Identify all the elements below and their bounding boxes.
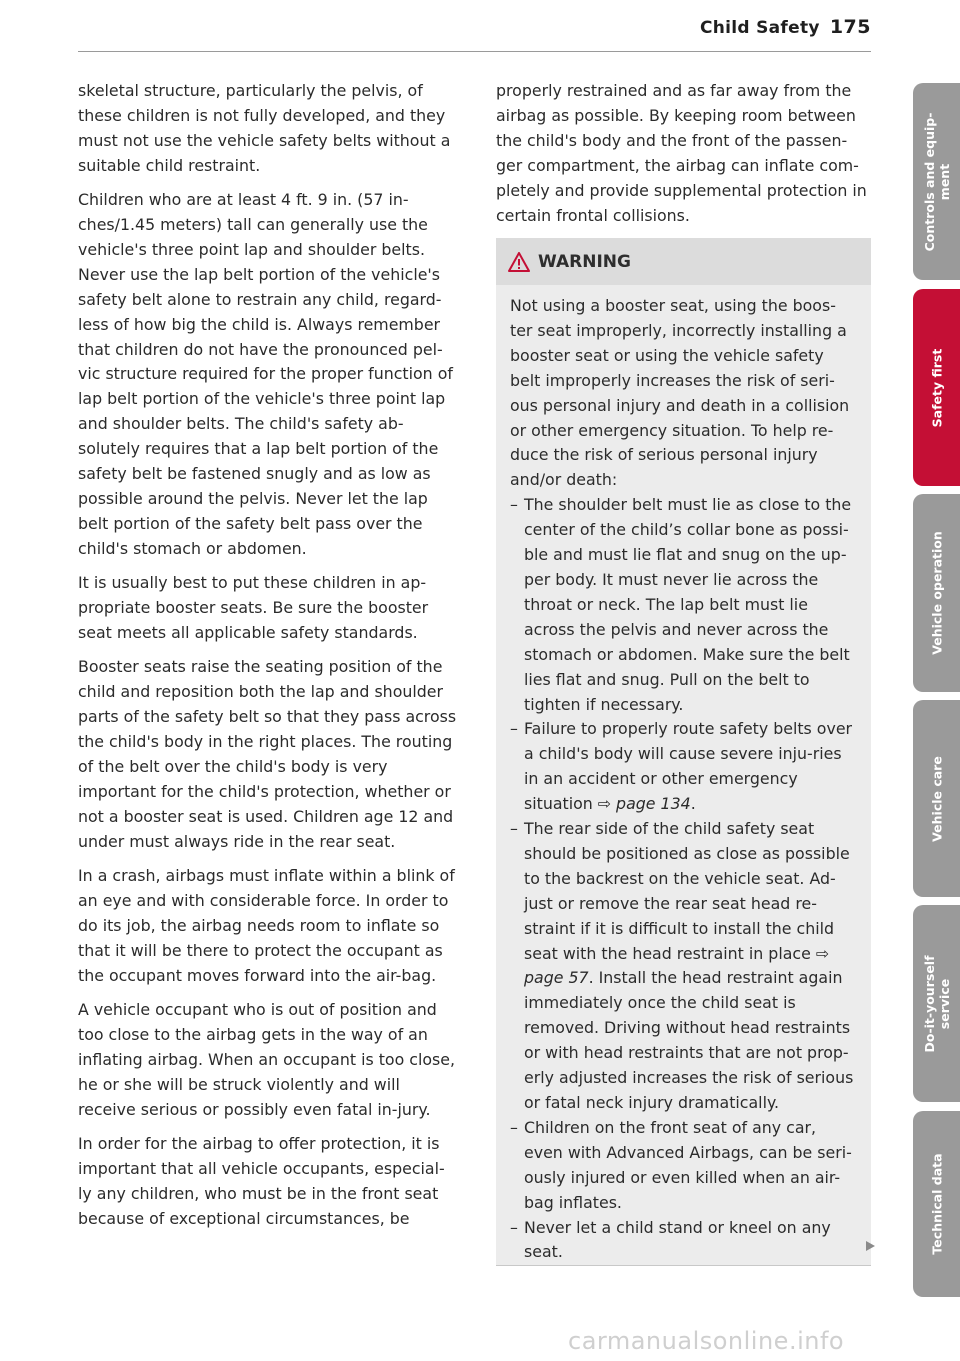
warning-list — [510, 493, 855, 1265]
paragraph: Booster seats raise the seating position of the child and reposition both the lap and shoulder parts of the safety belt so that they pass across the child's body in the right places. The routing of the belt over the child's body is very important for the child's protection, whether or not a booster seat is used. Children age 12 and under must always ride in the rear seat. — [78, 657, 457, 851]
paragraph: skeletal structure, particularly the pelvis, of these children is not fully developed, and they must not use the vehicle safety belts without a suitable child restraint. — [78, 81, 451, 175]
warning-item — [510, 493, 855, 717]
side-tab-vehicle-operation[interactable] — [913, 494, 960, 692]
warning-title: WARNING — [538, 251, 631, 272]
section-title: Child Safety — [700, 18, 820, 38]
page-reference-link[interactable]: ⇨ page 134 — [597, 794, 691, 814]
running-head — [700, 16, 871, 50]
side-tab-label: Vehicle operation — [929, 531, 944, 655]
warning-triangle-icon — [508, 252, 530, 272]
header-rule — [78, 51, 871, 52]
side-tab-label: Safety first — [929, 348, 944, 427]
dash: – — [510, 1217, 518, 1237]
side-tab-label: Controls and equip- ment — [921, 112, 952, 251]
dash: – — [510, 495, 518, 515]
warning-item-text-after: . Install the head restraint again immediately once the child seat is removed. Driving without head restraints or with head restraints that are not prop-erly adjusted increases the risk of serious or fatal neck injury dramatically. — [524, 968, 854, 1112]
dash: – — [510, 819, 518, 839]
warning-box — [496, 238, 871, 1266]
warning-item-text: Never let a child stand or kneel on any seat. — [524, 1217, 831, 1262]
paragraph: It is usually best to put these children in ap-propriate booster seats. Be sure the booster seat meets all applicable safety standards. — [78, 573, 429, 643]
warning-header — [496, 238, 871, 285]
side-tab-technical-data[interactable] — [913, 1111, 960, 1297]
paragraph: In order for the airbag to offer protection, it is important that all vehicle occupants, especial-ly any children, who must be in the front seat because of exceptional circumstances, be — [78, 1134, 445, 1228]
side-tab-label: Technical data — [929, 1153, 944, 1255]
warning-item-text: The shoulder belt must lie as close to the center of the child’s collar bone as possi-ble and must lie flat and snug on the up-per body. It must never lie across the throat or neck. The lap belt must lie across the pelvis and never across the stomach or abdomen. Make sure the belt lies flat and snug. Pull on the belt to tighten if necessary. — [524, 495, 852, 714]
side-tab-vehicle-care[interactable] — [913, 700, 960, 897]
warning-item — [510, 817, 855, 1116]
left-column — [78, 79, 458, 1241]
warning-item-text: Failure to properly route safety belts over a child's body will cause severe inju-ries in an accident or other emergency situation — [524, 719, 853, 814]
warning-item-text: The rear side of the child safety seat should be positioned as close as possible to the backrest on the vehicle seat. Ad-just or remove the rear seat head re-straint if it is difficult to install the child seat with the head restraint in place — [524, 819, 850, 963]
side-tab-label: Do-it-yourself service — [921, 954, 952, 1053]
warning-item-text-after: . — [690, 794, 696, 814]
warning-body — [496, 285, 871, 1265]
side-tab-label: Vehicle care — [929, 755, 944, 842]
page-reference-link[interactable]: ⇨ page 57 — [524, 943, 830, 988]
warning-intro: Not using a booster seat, using the boos-ter seat improperly, incorrectly installing a booster seat or using the vehicle safety belt improperly increases the risk of seri-ous personal injury and death in a collision or other emergency situation. To help re-duce the risk of serious personal injury and/or death: — [510, 296, 850, 490]
warning-item — [510, 717, 855, 817]
side-tab-controls-and-equipment[interactable] — [913, 83, 960, 280]
warning-item-text: Children on the front seat of any car, even with Advanced Airbags, can be seri-ously injured or even killed when an air-bag inflates. — [524, 1117, 852, 1212]
page-number: 175 — [829, 16, 871, 38]
warning-item — [510, 1216, 855, 1266]
continue-arrow-icon — [866, 1241, 875, 1251]
side-tab-do-it-yourself-service[interactable] — [913, 905, 960, 1102]
side-tab-safety-first[interactable] — [913, 289, 960, 486]
warning-item — [510, 1116, 855, 1216]
right-column-intro — [496, 79, 872, 228]
paragraph: Children who are at least 4 ft. 9 in. (57 in-ches/1.45 meters) tall can generally use the vehicle's three point lap and shoulder belts. Never use the lap belt portion of the vehicle's safety belt alone to restrain any child, regard-less of how big the child is. Always remember that children do not have the pronounced pel-vic structure required for the proper function of lap belt portion of the vehicle's three point lap and shoulder belts. The child's safety ab-solutely requires that a lap belt portion of the safety belt be fastened snugly and as low as possible around the pelvis. Never let the lap belt portion of the safety belt pass over the child's stomach or abdomen. — [78, 190, 453, 558]
dash: – — [510, 719, 518, 739]
dash: – — [510, 1117, 518, 1137]
paragraph: A vehicle occupant who is out of position and too close to the airbag gets in the way of an inflating airbag. When an occupant is too close, he or she will be struck violently and will receive serious or possibly even fatal in-jury. — [78, 1000, 455, 1119]
paragraph: properly restrained and as far away from the airbag as possible. By keeping room between the child's body and the front of the passen-ger compartment, the airbag can inflate com-pletely and provide supplemental protection in certain frontal collisions. — [496, 81, 867, 225]
paragraph: In a crash, airbags must inflate within a blink of an eye and with considerable force. In order to do its job, the airbag needs room to inflate so that it will be there to protect the occupant as the occupant moves forward into the air-bag. — [78, 866, 455, 985]
watermark: carmanualsonline.info — [568, 1327, 845, 1355]
